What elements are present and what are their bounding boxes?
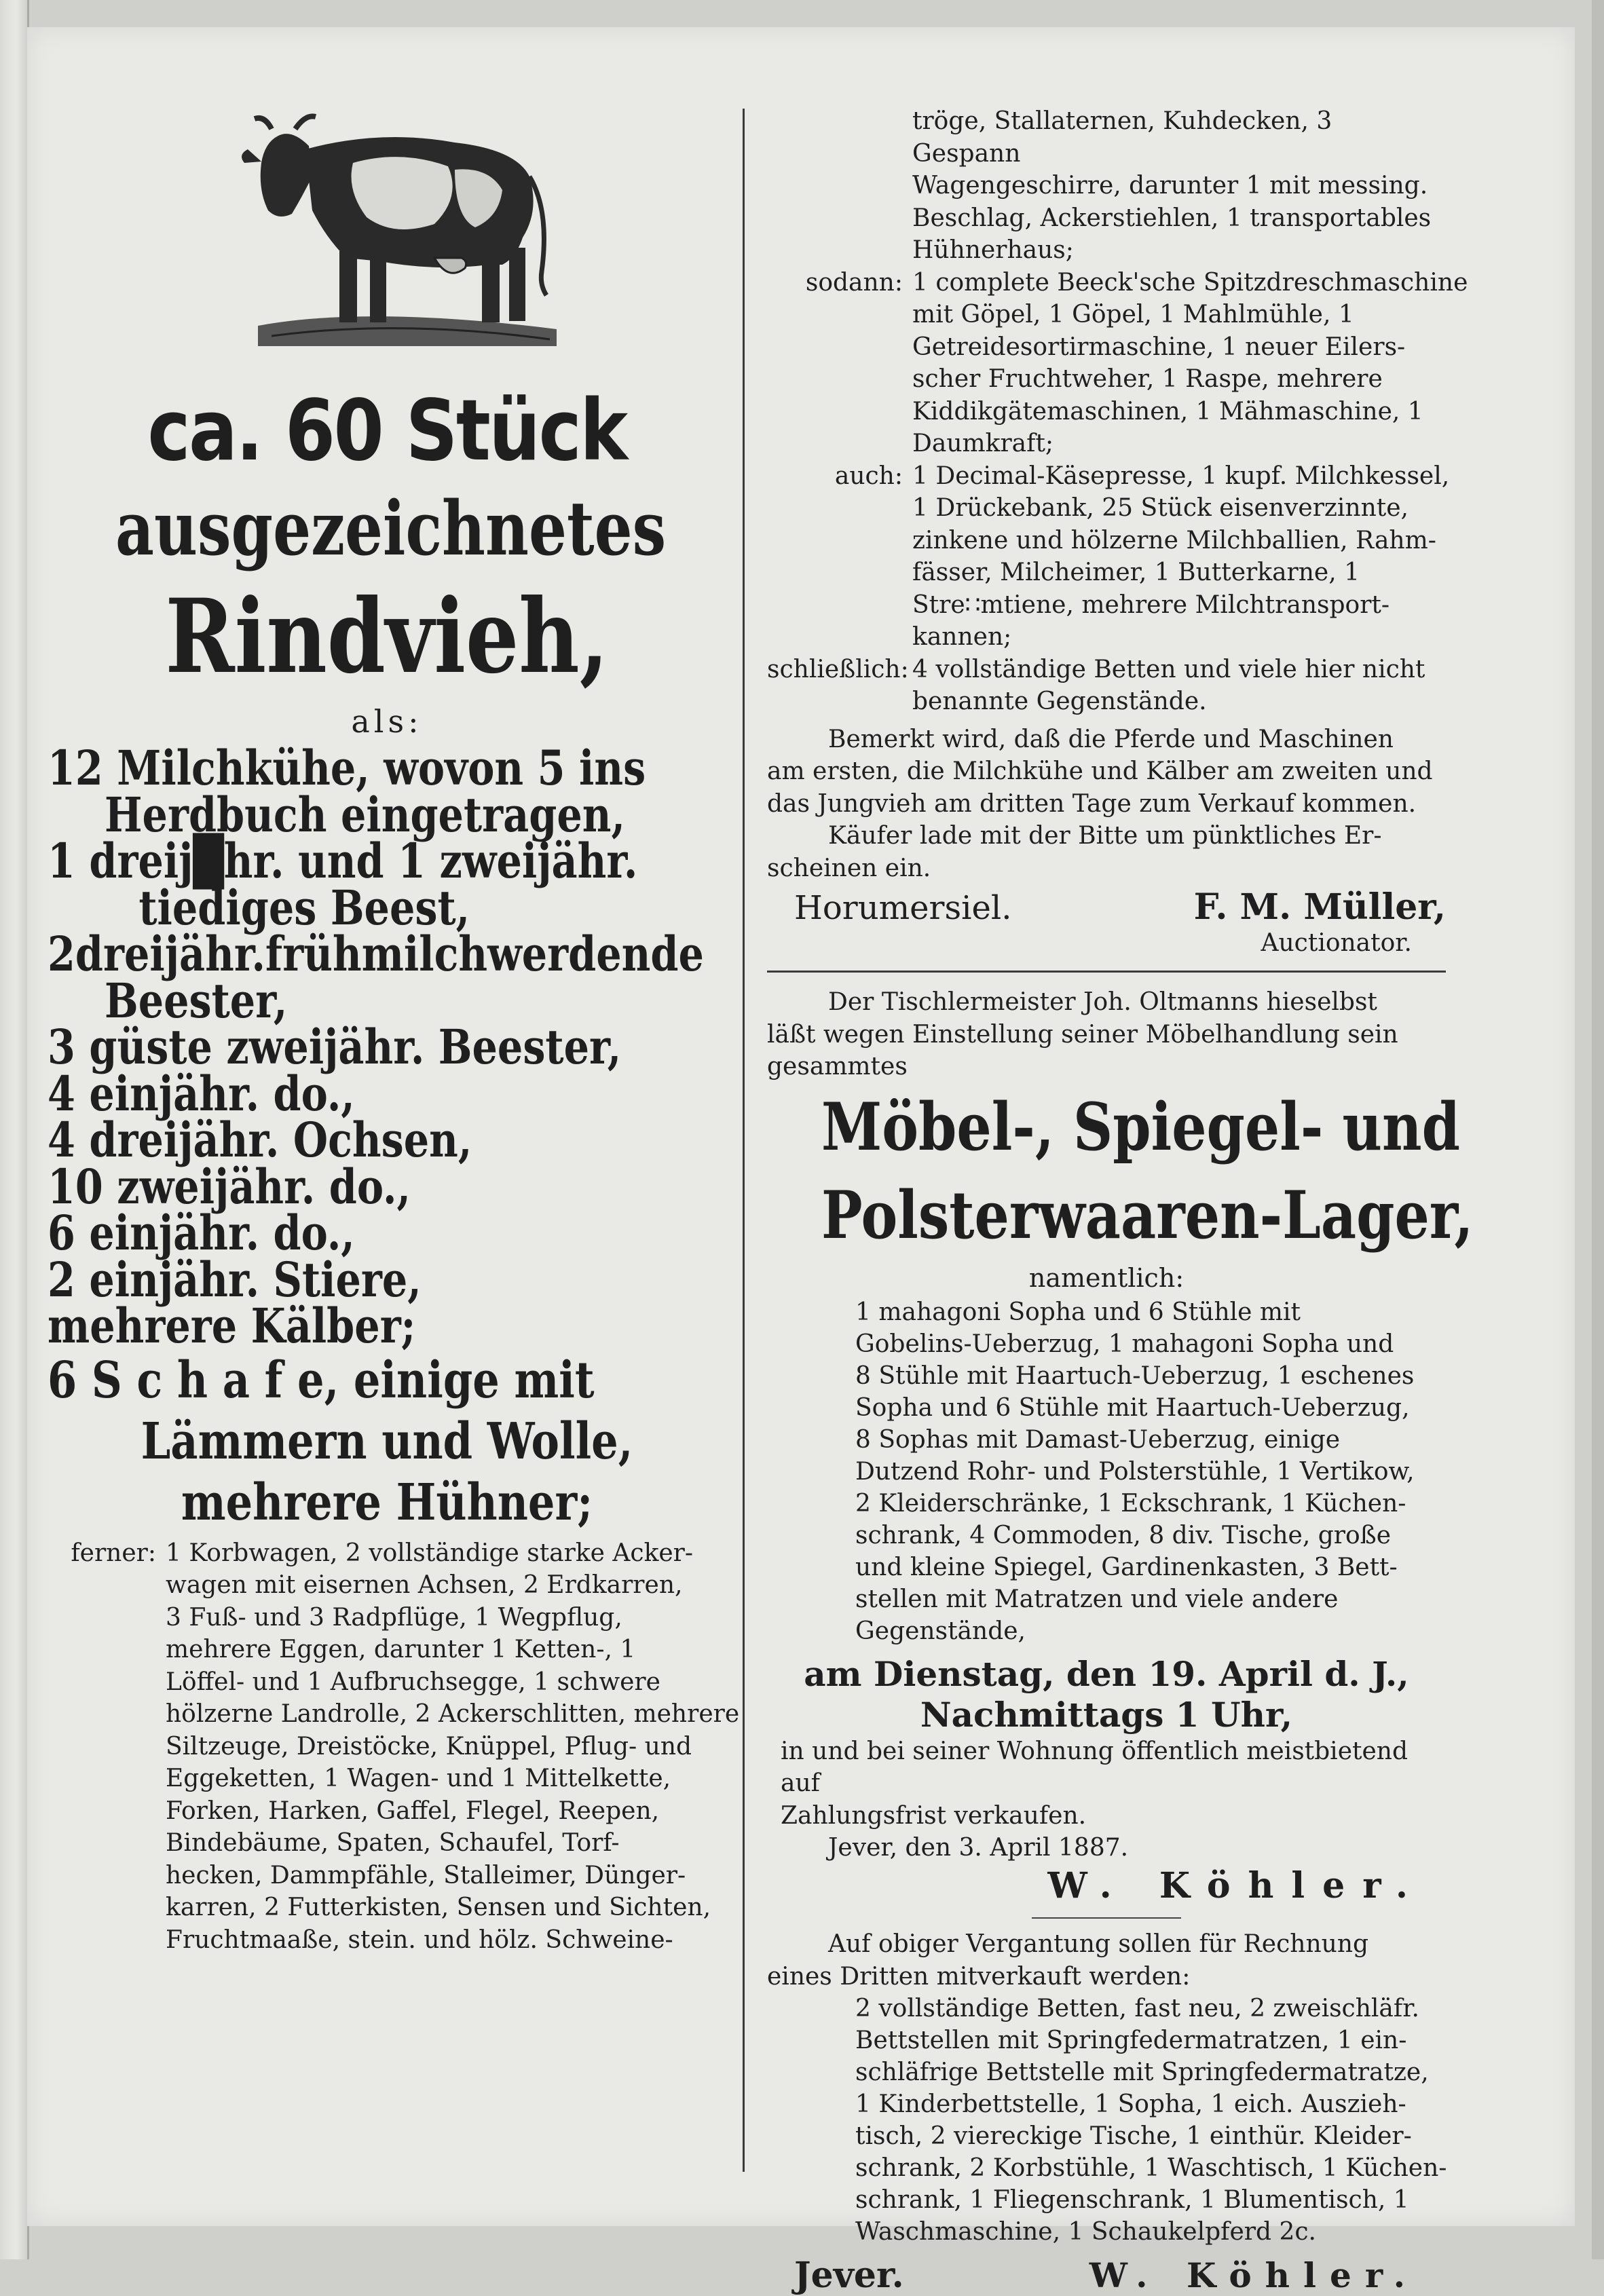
text-line: 4 vollständige Betten und viele hier nicht bbox=[912, 655, 1425, 683]
text-line: schrank, 1 Fliegenschrank, 1 Blumentisch, 1 bbox=[855, 2186, 1409, 2214]
livestock-item: 4 einjähr. do., bbox=[48, 1065, 355, 1122]
furniture-list bbox=[767, 1296, 1446, 1647]
ad-separator bbox=[767, 971, 1446, 973]
text-line: 1 Decimal-Käsepresse, 1 kupf. Milchkessel, bbox=[912, 462, 1450, 490]
text-line: am ersten, die Milchkühe und Kälber am zweiten und bbox=[767, 757, 1433, 785]
text-line: tröge, Stallaternen, Kuhdecken, 3 Gespann bbox=[912, 107, 1332, 168]
text-line: scher Fruchtweher, 1 Raspe, mehrere bbox=[912, 365, 1383, 393]
text-line: kannen; bbox=[912, 623, 1012, 651]
text-line: Löffel- und 1 Aufbruchsegge, 1 schwere bbox=[166, 1668, 660, 1696]
ad-furniture-title-2: Polsterwaaren-Lager, bbox=[821, 1176, 1474, 1254]
text-line: Der Tischlermeister Joh. Oltmanns hieselbst bbox=[828, 988, 1377, 1016]
adjacent-page-edge bbox=[0, 0, 29, 2259]
label-ferner: ferner: bbox=[71, 1539, 156, 1567]
short-separator bbox=[1032, 1917, 1181, 1919]
livestock-item: 6 einjähr. do., bbox=[48, 1205, 355, 1261]
livestock-item: 3 güste zweijähr. Beester, bbox=[48, 1019, 622, 1075]
signer-koehler: W. Köhler. bbox=[1047, 1865, 1425, 1906]
text-line: gesammtes bbox=[767, 1053, 908, 1080]
equipment-text bbox=[166, 1537, 739, 1957]
signer-mueller: F. M. Müller, bbox=[1193, 886, 1446, 928]
text-line: Kiddikgätemaschinen, 1 Mähmaschine, 1 bbox=[912, 397, 1423, 426]
text-line: fässer, Milcheimer, 1 Butterkarne, 1 bbox=[912, 559, 1360, 586]
text-line: und kleine Spiegel, Gardinenkasten, 3 Bett- bbox=[855, 1553, 1398, 1581]
text-line: eines Dritten mitverkauft werden: bbox=[767, 1962, 1191, 1991]
text-line: benannte Gegenstände. bbox=[912, 688, 1207, 715]
place-date-jever: Jever, den 3. April 1887. bbox=[828, 1834, 1129, 1862]
livestock-list bbox=[48, 740, 726, 1354]
cow-illustration bbox=[231, 102, 570, 353]
schliesslich-text bbox=[912, 654, 1446, 718]
text-line: 1 Korbwagen, 2 vollständige starke Acker- bbox=[166, 1539, 694, 1567]
text-line: Siltzeuge, Dreistöcke, Knüppel, Pflug- und bbox=[166, 1732, 692, 1761]
place-horumersiel: Horumersiel. bbox=[794, 889, 1012, 927]
ad-furniture-intro bbox=[767, 986, 1446, 1083]
text-line: Bindebäume, Spaten, Schaufel, Torf- bbox=[166, 1829, 620, 1857]
text-line: 1 Kinderbettstelle, 1 Sopha, 1 eich. Auszieh- bbox=[855, 2090, 1406, 2118]
section-schliesslich bbox=[767, 654, 1446, 718]
sheep-line: 6 S c h a f e, einige mit bbox=[48, 1351, 595, 1410]
text-line: 1 Drückebank, 25 Stück eisenverzinnte, bbox=[912, 494, 1409, 522]
signature-row-mueller bbox=[767, 887, 1446, 928]
text-line: Auf obiger Vergantung sollen für Rechnung bbox=[828, 1930, 1369, 1958]
notice-remark bbox=[767, 723, 1446, 885]
text-line: Beschlag, Ackerstiehlen, 1 transportables bbox=[912, 204, 1432, 232]
subhead-quality: ausgezeichnetes bbox=[115, 485, 667, 572]
signature-row-koehler bbox=[767, 2255, 1446, 2296]
ad-furniture-title-1: Möbel-, Spiegel- und bbox=[821, 1088, 1461, 1165]
text-line: hecken, Dammpfähle, Stalleimer, Dünger- bbox=[166, 1861, 686, 1889]
text-line: Sopha und 6 Stühle mit Haartuch-Ueberzug, bbox=[855, 1393, 1410, 1422]
text-line: Stre∷mtiene, mehrere Milchtransport- bbox=[912, 590, 1390, 619]
text-line: Eggeketten, 1 Wagen- und 1 Mittelkette, bbox=[166, 1765, 671, 1792]
auch-text bbox=[912, 460, 1449, 654]
left-column bbox=[48, 102, 740, 2172]
text-line: 2 vollständige Betten, fast neu, 2 zweischläfr. bbox=[855, 1995, 1419, 2022]
text-line: karren, 2 Futterkisten, Sensen und Sichten, bbox=[166, 1894, 711, 1921]
livestock-item: tiediges Beest, bbox=[138, 879, 470, 936]
text-line: Gegenstände, bbox=[855, 1617, 1026, 1645]
text-line: läßt wegen Einstellung seiner Möbelhandlung sein bbox=[767, 1020, 1398, 1049]
text-line: 1 mahagoni Sopha und 6 Stühle mit bbox=[855, 1298, 1301, 1326]
signer-koehler-2: W. Köhler. bbox=[1089, 2255, 1419, 2295]
text-line: Fruchtmaaße, stein. und hölz. Schweine- bbox=[166, 1925, 673, 1954]
text-line: stellen mit Matratzen und viele andere bbox=[855, 1585, 1339, 1613]
text-line: 2 Kleiderschränke, 1 Eckschrank, 1 Küchen- bbox=[855, 1489, 1406, 1518]
text-line: schrank, 2 Korbstühle, 1 Waschtisch, 1 Küchen- bbox=[855, 2154, 1447, 2182]
text-line: tisch, 2 viereckige Tische, 1 einthür. Kleider- bbox=[855, 2122, 1412, 2150]
livestock-item: 1 dreij█hr. und 1 zweijähr. bbox=[48, 833, 638, 889]
livestock-item: Herdbuch eingetragen, bbox=[105, 786, 625, 843]
page-right-edge bbox=[1592, 0, 1604, 2259]
label-sodann: sodann: bbox=[805, 268, 903, 297]
text-line: wagen mit eisernen Achsen, 2 Erdkarren, bbox=[166, 1571, 683, 1599]
text-line: das Jungvieh am dritten Tage zum Verkauf kommen. bbox=[767, 789, 1417, 818]
lambs-line: Lämmern und Wolle, bbox=[141, 1412, 633, 1471]
equipment-section bbox=[48, 1537, 740, 1957]
label-schliesslich: schließlich: bbox=[767, 655, 909, 683]
text-line: Wagengeschirre, darunter 1 mit messing. bbox=[912, 172, 1428, 200]
text-line: Bettstellen mit Springfedermatratzen, 1 ein- bbox=[855, 2027, 1407, 2054]
newspaper-page bbox=[27, 27, 1575, 2296]
text-line: Gobelins-Ueberzug, 1 mahagoni Sopha und bbox=[855, 1330, 1394, 1358]
text-line: hölzerne Landrolle, 2 Ackerschlitten, mehrere bbox=[166, 1700, 740, 1728]
livestock-item: 12 Milchkühe, wovon 5 ins bbox=[48, 740, 646, 796]
livestock-item: 4 dreijähr. Ochsen, bbox=[48, 1112, 472, 1168]
sale-date: am Dienstag, den 19. April d. J., bbox=[804, 1653, 1409, 1694]
label-auch: auch: bbox=[834, 462, 903, 490]
text-line: Forken, Harken, Gaffel, Flegel, Reepen, bbox=[166, 1796, 660, 1825]
text-line: mehrere Eggen, darunter 1 Ketten-, 1 bbox=[166, 1636, 636, 1663]
title-cattle: Rindvieh, bbox=[165, 577, 609, 696]
text-line: 8 Sophas mit Damast-Ueberzug, einige bbox=[855, 1425, 1341, 1454]
text-line: Hühnerhaus; bbox=[912, 236, 1074, 264]
ad-third-party-intro bbox=[767, 1928, 1446, 1993]
section-auch bbox=[767, 460, 1450, 654]
text-line: Zahlungsfrist verkaufen. bbox=[781, 1801, 1087, 1830]
sale-time: Nachmittags 1 Uhr, bbox=[920, 1694, 1293, 1735]
text-line: Bemerkt wird, daß die Pferde und Maschinen bbox=[828, 725, 1394, 753]
continued-list bbox=[767, 105, 1446, 267]
section-sodann bbox=[767, 267, 1468, 460]
headline-quantity: ca. 60 Stück bbox=[147, 382, 627, 480]
text-line: mit Göpel, 1 Göpel, 1 Mahlmühle, 1 bbox=[912, 301, 1354, 328]
column-divider bbox=[743, 109, 745, 2172]
text-line: scheinen ein. bbox=[767, 854, 931, 882]
text-line: Waschmaschine, 1 Schaukelpferd 2c. bbox=[855, 2218, 1316, 2246]
text-line: Käufer lade mit der Bitte um pünktliches Er- bbox=[828, 822, 1382, 850]
role-auctionator: Auctionator. bbox=[1261, 929, 1412, 957]
text-line: schläfrige Bettstelle mit Springfedermatratze, bbox=[855, 2058, 1429, 2086]
livestock-item: mehrere Kälber; bbox=[48, 1298, 416, 1354]
livestock-item: 2 einjähr. Stiere, bbox=[48, 1251, 422, 1308]
livestock-item: 10 zweijähr. do., bbox=[48, 1158, 411, 1215]
text-line: Dutzend Rohr- und Polsterstühle, 1 Vertikow, bbox=[855, 1457, 1415, 1486]
text-line: in und bei seiner Wohnung öffentlich meistbietend auf bbox=[781, 1737, 1408, 1797]
text-line: Daumkraft; bbox=[912, 430, 1054, 457]
right-column bbox=[767, 105, 1474, 2296]
livestock-item: 2dreijähr.frühmilchwerdende bbox=[48, 926, 704, 982]
text-line: zinkene und hölzerne Milchballien, Rahm- bbox=[912, 526, 1436, 554]
label-namentlich: namentlich: bbox=[1028, 1262, 1185, 1293]
sale-terms bbox=[767, 1735, 1446, 1832]
chickens-line: mehrere Hühner; bbox=[181, 1473, 593, 1532]
text-line: 3 Fuß- und 3 Radpflüge, 1 Wegpflug, bbox=[166, 1603, 622, 1632]
text-line: 1 complete Beeck'sche Spitzdreschmaschine bbox=[912, 268, 1468, 297]
livestock-item: Beester, bbox=[105, 972, 288, 1029]
third-party-list bbox=[767, 1993, 1446, 2248]
text-line: 8 Stühle mit Haartuch-Ueberzug, 1 eschenes bbox=[855, 1361, 1415, 1390]
text-line: Getreidesortirmaschine, 1 neuer Eilers- bbox=[912, 333, 1406, 361]
place-jever: Jever. bbox=[794, 2255, 904, 2296]
label-als: als: bbox=[351, 703, 423, 740]
sodann-text bbox=[912, 267, 1468, 460]
text-line: schrank, 4 Commoden, 8 div. Tische, große bbox=[855, 1521, 1391, 1549]
